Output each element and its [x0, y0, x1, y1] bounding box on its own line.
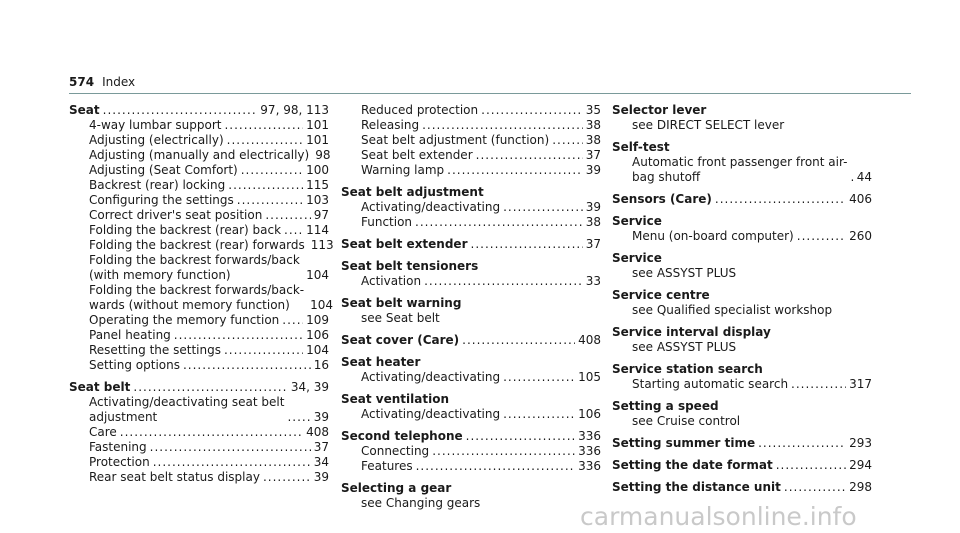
index-page-ref: 101 [306, 133, 329, 147]
index-subentry-label: Seat belt adjustment (function) [361, 133, 550, 147]
dot-leader [850, 170, 853, 185]
index-subentry-label: see Qualified specialist workshop [632, 303, 833, 317]
index-page-ref: 408 [578, 333, 601, 347]
index-entry [612, 362, 872, 392]
dot-leader [447, 163, 583, 178]
index-subentry-label: see ASSYST PLUS [632, 266, 737, 280]
index-subentry [341, 163, 601, 178]
index-term-label: Service [612, 251, 662, 265]
index-term-label: Seat belt adjustment [341, 185, 484, 199]
index-subentry [341, 311, 601, 326]
index-column-1 [69, 103, 334, 492]
index-subentry-label: see Seat belt [361, 311, 440, 325]
dot-leader [174, 328, 303, 343]
index-term-label: Service interval display [612, 325, 771, 339]
index-page-ref: 38 [585, 215, 601, 229]
dot-leader [224, 343, 303, 358]
dot-leader [432, 444, 575, 459]
index-term [612, 480, 872, 495]
index-subentry-label: Folding the backrest forwards/back (with memory function) [89, 253, 300, 282]
index-term-label: Setting the date format [612, 458, 773, 472]
index-term-label: Seat cover (Care) [341, 333, 460, 347]
index-subentry-label: Folding the backrest (rear) forwards [89, 238, 305, 252]
index-subentry-label: Starting automatic search [632, 377, 789, 391]
index-page-ref: 34 [313, 455, 329, 469]
index-subentry-label: Releasing [361, 118, 420, 132]
index-subentry-label: Folding the backrest forwards/back- wards (without memory function) [89, 283, 305, 312]
index-term [612, 362, 872, 377]
index-page-ref: 38 [585, 118, 601, 132]
index-term-label: Seat belt tensioners [341, 259, 479, 273]
dot-leader [227, 133, 303, 148]
index-entry [69, 103, 334, 373]
index-term [341, 237, 601, 252]
index-subentry [341, 274, 601, 289]
index-page-ref: 37 [313, 440, 329, 454]
index-entry [341, 429, 601, 474]
index-subentry-label: Adjusting (Seat Comfort) [89, 163, 238, 177]
index-term [341, 392, 601, 407]
index-subentry-label: see Cruise control [632, 414, 741, 428]
dot-leader [503, 407, 575, 422]
index-page-ref: 37 [585, 237, 601, 251]
index-page-ref: 109 [306, 313, 329, 327]
index-subentry-label: Correct driver's seat position [89, 208, 263, 222]
index-page-ref: 98 [315, 148, 331, 162]
index-subentry-label: Resetting the settings [89, 343, 221, 357]
index-entry [341, 296, 601, 326]
index-subentry [69, 313, 329, 328]
watermark: carmanualsonline.info [580, 502, 857, 531]
index-term [612, 140, 872, 155]
index-page-ref: 104 [310, 298, 334, 312]
dot-leader [103, 103, 258, 118]
index-subentry [612, 377, 872, 392]
dot-leader [476, 148, 583, 163]
index-subentry [341, 370, 601, 385]
index-page-ref: 106 [306, 328, 329, 342]
index-term [69, 103, 329, 118]
dot-leader [228, 178, 303, 193]
index-subentry-label: Activating/deactivating seat belt adjustment [89, 395, 285, 424]
dot-leader [153, 455, 311, 470]
index-term-label: Service station search [612, 362, 763, 376]
index-subentry [69, 223, 329, 238]
index-term [341, 185, 601, 200]
page-number: 574 [69, 75, 95, 89]
index-page-ref: 298 [849, 480, 872, 494]
index-subentry [69, 395, 329, 425]
index-entry [612, 325, 872, 355]
index-subentry [341, 444, 601, 459]
index-term-label: Setting the distance unit [612, 480, 781, 494]
index-term-label: Seat belt extender [341, 237, 468, 251]
index-term-label: Sensors (Care) [612, 192, 712, 206]
index-subentry [69, 470, 329, 485]
dot-leader [758, 436, 846, 451]
dot-leader [287, 410, 310, 425]
index-subentry [69, 358, 329, 373]
index-entry [612, 436, 872, 451]
index-subentry [341, 496, 601, 511]
index-page-ref: 293 [849, 436, 872, 450]
index-page-ref: 16 [313, 358, 329, 372]
index-page-ref: 97, 98, 113 [260, 103, 329, 117]
index-page-ref: 317 [849, 377, 872, 391]
index-entry [612, 214, 872, 244]
index-entry [612, 399, 872, 429]
index-entry [612, 480, 872, 495]
index-term [341, 429, 601, 444]
index-subentry [69, 343, 329, 358]
index-subentry-label: Function [361, 215, 413, 229]
index-page-ref: 97 [313, 208, 329, 222]
index-subentry [612, 340, 872, 355]
index-entry [69, 380, 329, 485]
dot-leader [224, 118, 303, 133]
index-page-ref: 39 [313, 470, 329, 484]
index-subentry-label: Adjusting (manually and electrically) [89, 148, 310, 162]
dot-leader [424, 274, 583, 289]
index-entry [612, 288, 872, 318]
index-entry [341, 185, 601, 230]
index-subentry [69, 455, 329, 470]
index-subentry [612, 266, 872, 281]
index-column-2 [341, 103, 601, 518]
index-subentry [69, 193, 329, 208]
index-subentry-label: see ASSYST PLUS [632, 340, 737, 354]
index-subentry-label: Connecting [361, 444, 430, 458]
index-page-ref: 33 [585, 274, 601, 288]
dot-leader [150, 440, 311, 455]
index-page-ref: 294 [849, 458, 872, 472]
index-entry [341, 392, 601, 422]
index-entry [612, 251, 872, 281]
index-page-ref: 103 [306, 193, 329, 207]
dot-leader [120, 425, 303, 440]
index-term-label: Setting a speed [612, 399, 719, 413]
index-subentry-label: Rear seat belt status display [89, 470, 260, 484]
index-subentry-label: Care [89, 425, 117, 439]
index-page-ref: 336 [578, 444, 601, 458]
page-header [69, 75, 135, 89]
index-page-ref: 38 [585, 133, 601, 147]
index-subentry [341, 215, 601, 230]
index-subentry-label: Configuring the settings [89, 193, 234, 207]
dot-leader [265, 208, 310, 223]
index-page-ref: 104 [306, 268, 329, 282]
index-entry [341, 481, 601, 511]
index-subentry [69, 178, 329, 193]
index-subentry [612, 155, 872, 185]
dot-leader [503, 200, 583, 215]
index-page-ref: 408 [306, 425, 329, 439]
index-term [612, 399, 872, 414]
index-term-label: Selecting a gear [341, 481, 452, 495]
index-subentry [69, 238, 334, 253]
index-subentry-label: Seat belt extender [361, 148, 473, 162]
index-term-label: Service [612, 214, 662, 228]
index-term [612, 192, 872, 207]
index-subentry [341, 459, 601, 474]
dot-leader [415, 215, 583, 230]
index-term [612, 325, 872, 340]
index-entry [341, 237, 601, 252]
dot-leader [791, 377, 846, 392]
index-term [612, 251, 872, 266]
index-subentry [341, 200, 601, 215]
index-term [341, 355, 601, 370]
dot-leader [237, 193, 303, 208]
index-entry [341, 103, 601, 178]
index-subentry [69, 208, 329, 223]
dot-leader [471, 237, 583, 252]
index-term-label: Seat belt [69, 380, 131, 394]
index-subentry-label: see Changing gears [361, 496, 481, 510]
index-subentry [341, 133, 601, 148]
dot-leader [784, 480, 846, 495]
dot-leader [715, 192, 846, 207]
index-entry [612, 140, 872, 185]
index-subentry-label: Warning lamp [361, 163, 445, 177]
index-term [341, 333, 601, 348]
index-subentry-label: see DIRECT SELECT lever [632, 118, 785, 132]
index-page-ref: 336 [578, 459, 601, 473]
index-page-ref: 34, 39 [290, 380, 329, 394]
index-subentry-label: Panel heating [89, 328, 171, 342]
index-subentry [69, 148, 329, 163]
index-page-ref: 406 [849, 192, 872, 206]
index-term-label: Setting summer time [612, 436, 756, 450]
dot-leader [552, 133, 583, 148]
index-page-ref: 39 [313, 410, 329, 424]
index-page-ref: 101 [306, 118, 329, 132]
dot-leader [416, 459, 575, 474]
index-term-label: Seat [69, 103, 100, 117]
index-page-ref: 37 [585, 148, 601, 162]
index-subentry [69, 253, 329, 283]
dot-leader [284, 223, 303, 238]
index-term-label: Self-test [612, 140, 670, 154]
index-page-ref: 39 [585, 163, 601, 177]
header-divider [69, 93, 911, 94]
index-term [612, 103, 872, 118]
index-subentry [69, 425, 329, 440]
index-subentry [69, 133, 329, 148]
index-subentry-label: Activating/deactivating [361, 407, 501, 421]
index-subentry [612, 303, 872, 318]
index-subentry-label: Automatic front passenger front air- bag shutoff [632, 155, 848, 184]
index-column-3 [612, 103, 872, 502]
dot-leader [263, 470, 311, 485]
index-term [612, 436, 872, 451]
index-subentry-label: Fastening [89, 440, 147, 454]
index-subentry-label: 4-way lumbar support [89, 118, 222, 132]
index-subentry [341, 103, 601, 118]
index-subentry-label: Features [361, 459, 413, 473]
index-subentry-label: Protection [89, 455, 150, 469]
index-term [341, 259, 601, 274]
index-page-ref: 336 [578, 429, 601, 443]
index-subentry [612, 118, 872, 133]
index-page-ref: 260 [849, 229, 872, 243]
index-subentry [69, 283, 334, 313]
index-term [612, 288, 872, 303]
index-page-ref: 44 [856, 170, 872, 184]
index-subentry [341, 407, 601, 422]
dot-leader [462, 333, 575, 348]
index-term-label: Selector lever [612, 103, 707, 117]
dot-leader [481, 103, 583, 118]
index-page-ref: 100 [306, 163, 329, 177]
page-title: Index [102, 75, 136, 89]
index-entry [341, 355, 601, 385]
index-term [612, 458, 872, 473]
index-subentry [69, 440, 329, 455]
dot-leader [503, 370, 575, 385]
index-term-label: Seat ventilation [341, 392, 449, 406]
index-subentry-label: Folding the backrest (rear) back [89, 223, 282, 237]
index-page-ref: 35 [585, 103, 601, 117]
dot-leader [241, 163, 303, 178]
index-page-ref: 113 [310, 238, 334, 252]
index-entry [612, 192, 872, 207]
index-page-ref: 105 [578, 370, 601, 384]
index-page-ref: 115 [306, 178, 329, 192]
dot-leader [133, 380, 287, 395]
dot-leader [183, 358, 311, 373]
index-entry [341, 259, 601, 289]
index-term-label: Second telephone [341, 429, 463, 443]
dot-leader [776, 458, 846, 473]
index-subentry-label: Menu (on-board computer) [632, 229, 794, 243]
index-entry [341, 333, 601, 348]
dot-leader [797, 229, 846, 244]
index-subentry-label: Backrest (rear) locking [89, 178, 226, 192]
index-term-label: Seat heater [341, 355, 421, 369]
index-term [341, 296, 601, 311]
index-term-label: Seat belt warning [341, 296, 462, 310]
index-term [341, 481, 601, 496]
index-page-ref: 104 [306, 343, 329, 357]
index-page-ref: 106 [578, 407, 601, 421]
index-subentry [341, 148, 601, 163]
index-page-ref: 114 [306, 223, 329, 237]
index-entry [612, 103, 872, 133]
index-subentry-label: Activation [361, 274, 422, 288]
index-subentry-label: Operating the memory function [89, 313, 280, 327]
index-subentry [69, 328, 329, 343]
index-page-ref: 39 [585, 200, 601, 214]
index-term [612, 214, 872, 229]
index-subentry [69, 163, 329, 178]
index-subentry [341, 118, 601, 133]
index-entry [612, 458, 872, 473]
index-subentry [612, 229, 872, 244]
index-subentry-label: Reduced protection [361, 103, 479, 117]
index-term [69, 380, 329, 395]
index-subentry [69, 118, 329, 133]
index-subentry-label: Activating/deactivating [361, 200, 501, 214]
index-subentry-label: Setting options [89, 358, 180, 372]
index-term-label: Service centre [612, 288, 710, 302]
index-subentry [612, 414, 872, 429]
dot-leader [282, 313, 303, 328]
dot-leader [466, 429, 575, 444]
index-subentry-label: Adjusting (electrically) [89, 133, 224, 147]
index-subentry-label: Activating/deactivating [361, 370, 501, 384]
dot-leader [422, 118, 583, 133]
